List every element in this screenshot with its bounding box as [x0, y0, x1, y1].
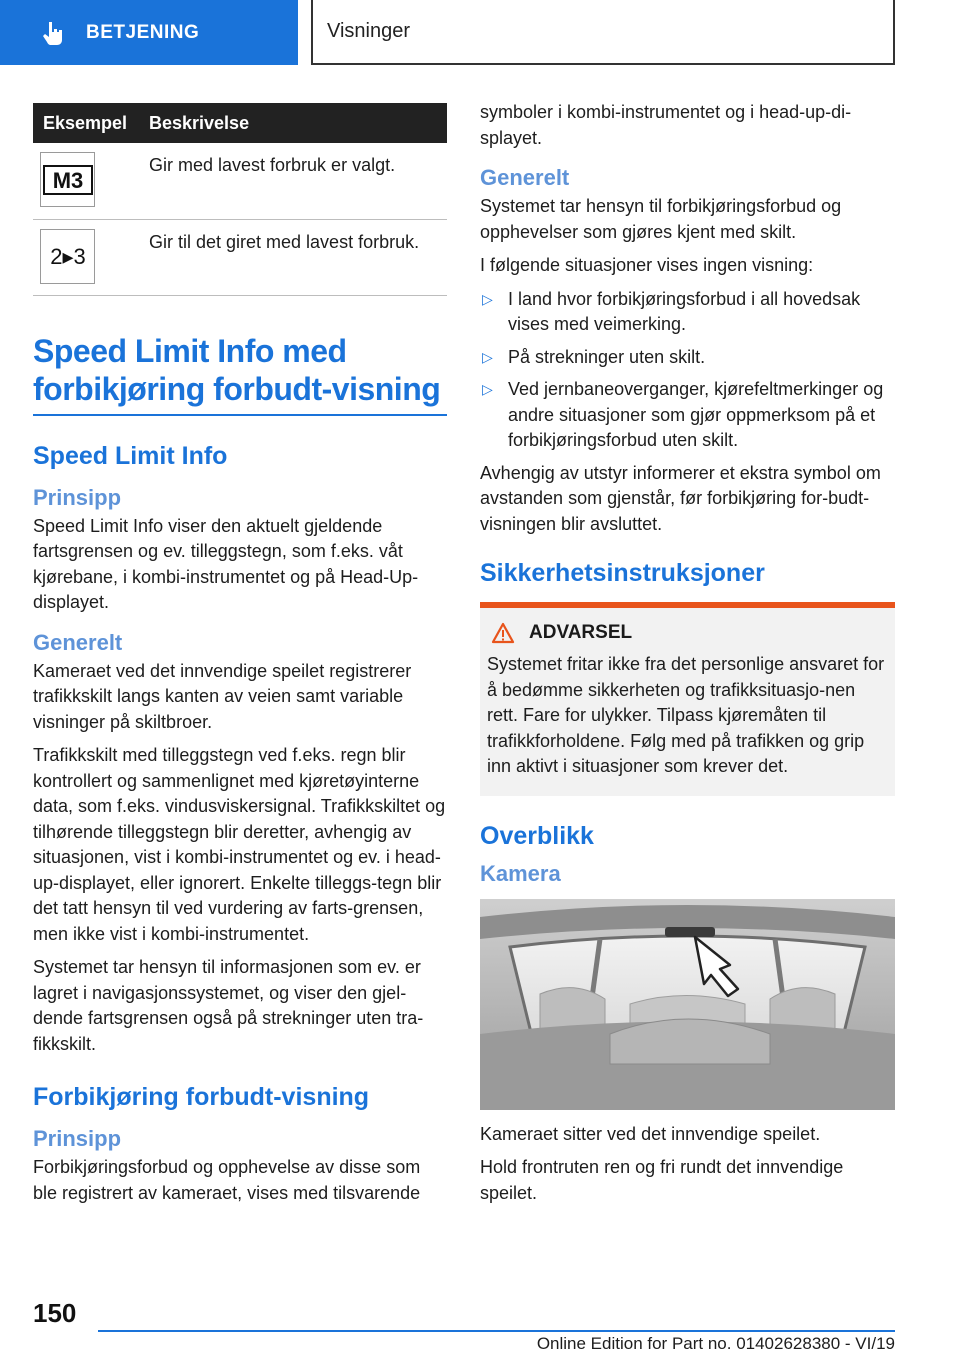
list-item: ▷ Ved jernbaneoverganger, kjørefeltmerkinger og andre situasjoner som gjør oppmerksom på et forbikjøringsforbud uten skilt. [482, 379, 884, 450]
table-row [33, 219, 447, 295]
subheading-safety: Sikkerhetsinstruksjoner [480, 559, 765, 587]
table-header-example: Eksempel [33, 103, 139, 143]
paragraph: I følgende situasjoner vises ingen visning: [480, 255, 814, 275]
section-heading: Speed Limit Info med forbikjøring forbudt-visning [33, 332, 447, 416]
subheading-speed-limit-info: Speed Limit Info [33, 441, 228, 470]
hand-pointer-icon [40, 20, 66, 46]
warning-triangle-icon [491, 622, 515, 644]
minor-heading-general: Generelt [480, 165, 570, 190]
edition-text: Online Edition for Part no. 01402628380 - VI/19 [536, 1334, 895, 1353]
triangle-bullet-icon: ▷ [482, 381, 493, 397]
warning-box [480, 602, 895, 796]
subheading-overview: Overblikk [480, 821, 594, 850]
section-tab-label: BETJENING [86, 21, 200, 43]
warning-title: ADVARSEL [529, 622, 633, 643]
footer-divider [98, 1330, 895, 1332]
paragraph: Hold frontruten ren og fri rundt det innvendige speilet. [480, 1157, 844, 1203]
chapter-title: Visninger [311, 0, 895, 65]
section-tab[interactable] [0, 0, 298, 65]
right-column [480, 100, 895, 1214]
page-number: 150 [33, 1298, 77, 1328]
triangle-bullet-icon: ▷ [482, 290, 493, 307]
minor-heading-principle: Prinsipp [33, 1126, 122, 1151]
minor-heading-principle: Prinsipp [33, 484, 122, 510]
list-item: ▷ På strekninger uten skilt. [480, 345, 895, 371]
paragraph: Speed Limit Info viser den aktuelt gjeldende fartsgrensen og ev. tilleggstegn, som f.eks. våt kjørebane, i kombi-instrumentet og på Head-Up-displayet. [33, 515, 419, 612]
paragraph: Avhengig av utstyr informerer et ekstra symbol om avstanden som gjenstår, før forbikjøring for-budt-visningen blir avsluttet. [480, 462, 881, 534]
gear-shift-up-icon [40, 229, 95, 284]
svg-text:2▸3: 2▸3 [49, 244, 86, 269]
table-header-description: Beskrivelse [139, 103, 447, 143]
left-column [33, 103, 447, 1214]
paragraph: Systemet tar hensyn til informasjonen som ev. er lagret i navigasjonssystemet, og viser den gjel-dende fartsgrensen også på strekninger uten tra-fikkskilt. [33, 957, 424, 1054]
table-cell-description: Gir til det giret med lavest forbruk. [139, 219, 447, 295]
warning-text: Systemet fritar ikke fra det personlige ansvaret for å bedømme sikkerheten og trafikksituasjo-nen rett. Fare for ulykker. Tilpass kjøremåten til trafikkforholdene. Følg med på trafikken og grip inn aktivt i situasjoner som krever det. [487, 654, 885, 776]
paragraph: Trafikkskilt med tilleggstegn ved f.eks. regn blir kontrollert og sammenlignet med kjøretøyinterne data, som f.eks. vindusviskersignal. Trafikkskiltet og tilhørende tilleggstegn blir deretter, avhengig av situasjonen, vist i kombi-instrumentet og ev. i head-up-displayet, eller ignorert. Enkelte tilleggs-tegn blir det tatt hensyn til ved vurdering av farts-grensen, men ikke vist i kombi-instrumentet. [33, 745, 446, 944]
paragraph: Forbikjøringsforbud og opphevelse av disse som ble registrert av kameraet, vises med tilsvarende [33, 1157, 421, 1203]
minor-heading-camera: Kamera [480, 860, 561, 886]
subheading-no-overtaking: Forbikjøring forbudt-visning [33, 1083, 370, 1111]
gear-m3-icon [40, 152, 95, 207]
paragraph: Kameraet ved det innvendige speilet registrerer trafikkskilt langs kanten av veien samt variable visninger på skiltbroer. [33, 660, 412, 732]
camera-location-photo [480, 899, 895, 1110]
triangle-bullet-icon: ▷ [482, 348, 493, 365]
table-row [33, 143, 447, 219]
paragraph: symboler i kombi-instrumentet og i head-up-di-splayet. [480, 102, 852, 148]
list-item: ▷ I land hvor forbikjøringsforbud i all hovedsak vises med veimerking. [482, 288, 861, 334]
gear-display-table [33, 103, 447, 296]
table-cell-description: Gir med lavest forbruk er valgt. [139, 143, 447, 219]
paragraph: Systemet tar hensyn til forbikjøringsforbud og opphevelser som gjøres kjent med skilt. [480, 196, 842, 242]
paragraph: Kameraet sitter ved det innvendige speilet. [480, 1123, 821, 1144]
minor-heading-general: Generelt [33, 629, 123, 655]
bullet-list [480, 287, 895, 454]
svg-text:M3: M3 [52, 167, 83, 193]
